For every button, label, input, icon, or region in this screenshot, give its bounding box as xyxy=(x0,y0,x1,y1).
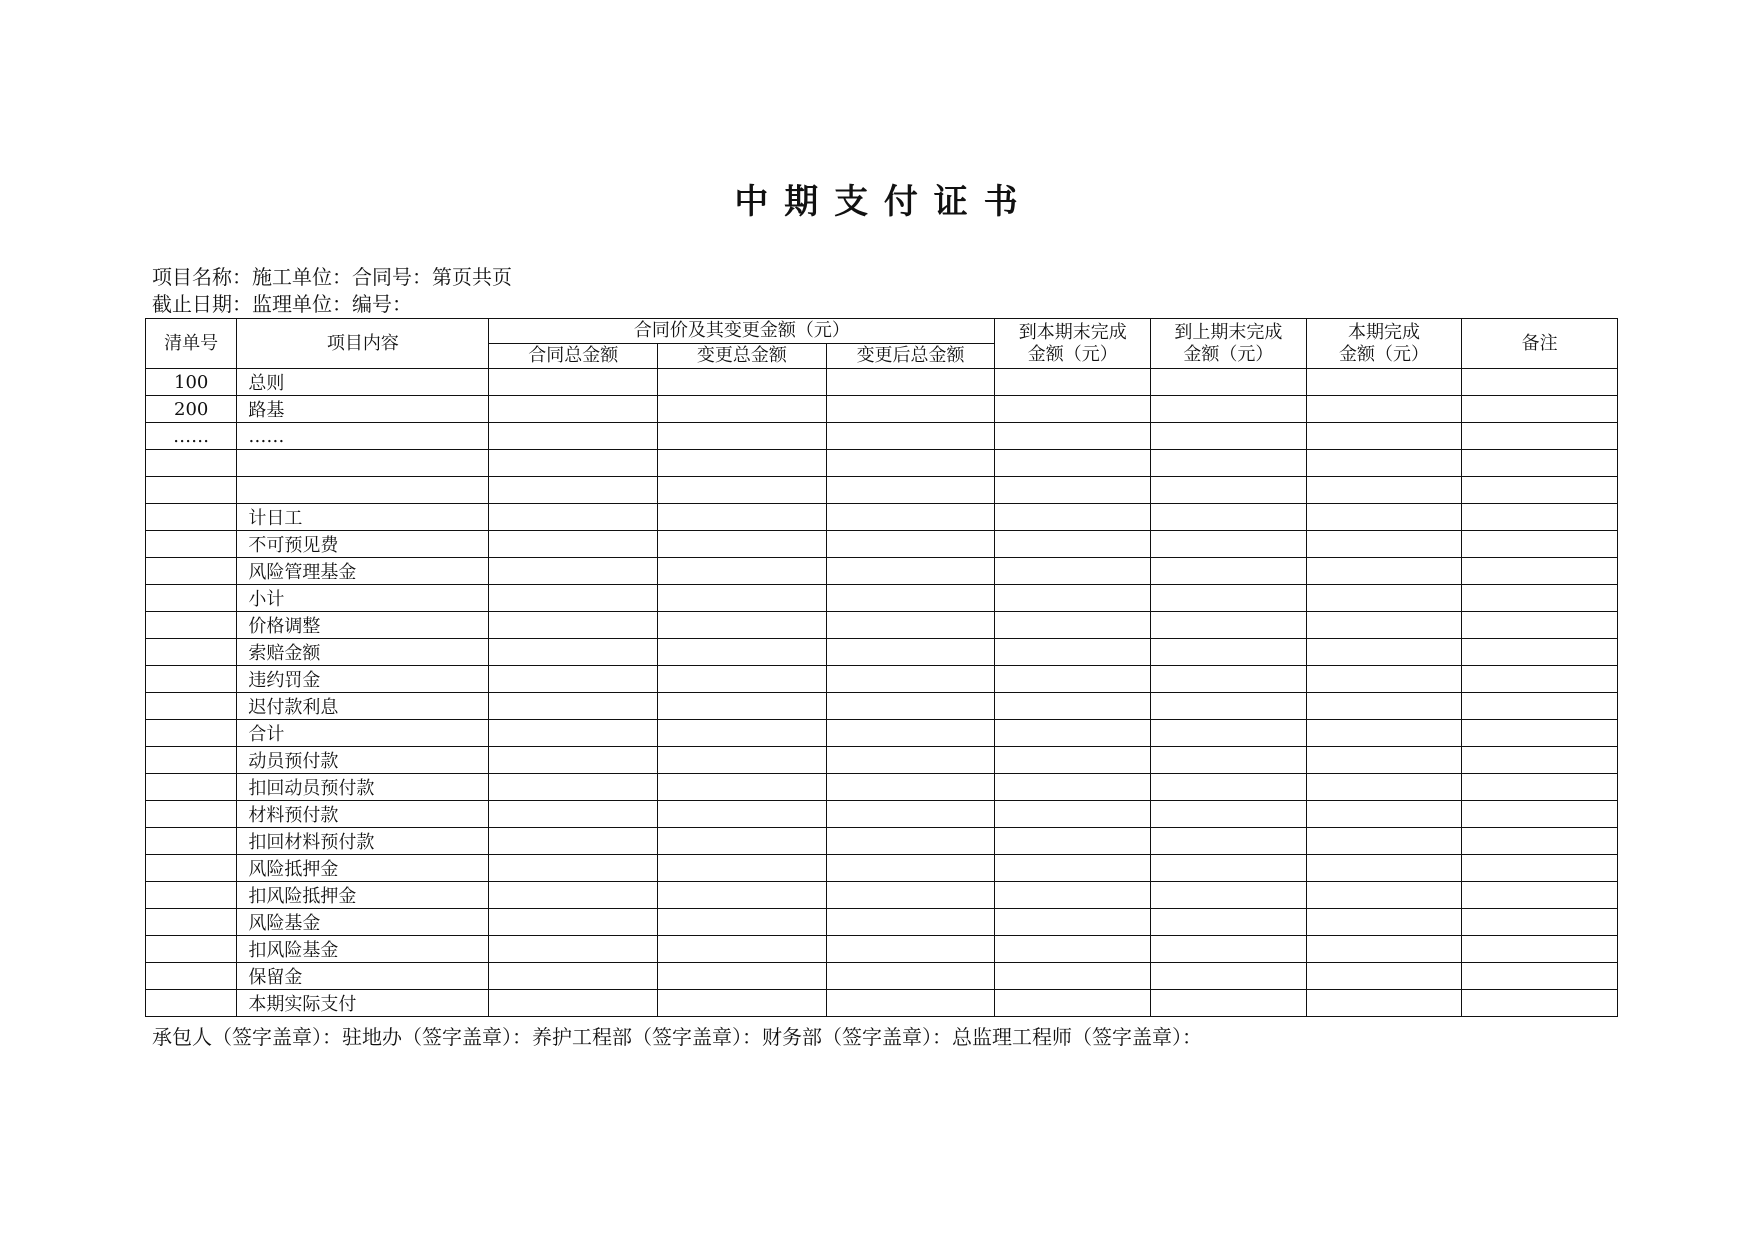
header-this-period-line1: 本期完成 xyxy=(1347,321,1420,343)
cell-to-last-period xyxy=(1151,963,1307,990)
cell-remarks xyxy=(1462,450,1618,477)
cell-contract-total xyxy=(489,450,658,477)
cell-to-last-period xyxy=(1151,990,1307,1017)
cell-contract-total xyxy=(489,828,658,855)
cell-change-total xyxy=(658,450,827,477)
cell-code xyxy=(146,666,237,693)
cell-remarks xyxy=(1462,531,1618,558)
cell-after-change-total xyxy=(826,612,995,639)
cell-contract-total xyxy=(489,693,658,720)
cell-item: …… xyxy=(237,423,489,450)
cell-to-last-period xyxy=(1151,774,1307,801)
cell-change-total xyxy=(658,666,827,693)
cell-to-this-period xyxy=(995,747,1151,774)
cell-contract-total xyxy=(489,747,658,774)
cell-code xyxy=(146,801,237,828)
cell-change-total xyxy=(658,504,827,531)
cell-to-last-period xyxy=(1151,585,1307,612)
cell-to-this-period xyxy=(995,882,1151,909)
cell-this-period xyxy=(1306,720,1462,747)
cell-remarks xyxy=(1462,882,1618,909)
cell-to-this-period xyxy=(995,369,1151,396)
cell-this-period xyxy=(1306,828,1462,855)
cell-item: 索赔金额 xyxy=(237,639,489,666)
cell-change-total xyxy=(658,531,827,558)
cell-item: 风险抵押金 xyxy=(237,855,489,882)
cell-contract-total xyxy=(489,477,658,504)
cell-remarks xyxy=(1462,801,1618,828)
cell-remarks xyxy=(1462,666,1618,693)
cell-contract-total xyxy=(489,909,658,936)
cell-to-this-period xyxy=(995,612,1151,639)
cell-to-last-period xyxy=(1151,612,1307,639)
cell-this-period xyxy=(1306,666,1462,693)
table-row xyxy=(146,612,1618,639)
table-row xyxy=(146,531,1618,558)
cell-after-change-total xyxy=(826,558,995,585)
table-row xyxy=(146,369,1618,396)
cell-this-period xyxy=(1306,774,1462,801)
cell-contract-total xyxy=(489,990,658,1017)
cell-to-last-period xyxy=(1151,450,1307,477)
cell-to-last-period xyxy=(1151,423,1307,450)
cell-to-last-period xyxy=(1151,882,1307,909)
cell-remarks xyxy=(1462,369,1618,396)
cell-this-period xyxy=(1306,639,1462,666)
signature-line: 承包人（签字盖章）：驻地办（签字盖章）：养护工程部（签字盖章）：财务部（签字盖章）：总监理工程师（签字盖章）： xyxy=(152,1025,1202,1049)
cell-code xyxy=(146,936,237,963)
cell-remarks xyxy=(1462,477,1618,504)
cell-remarks xyxy=(1462,720,1618,747)
cell-contract-total xyxy=(489,558,658,585)
cell-code: …… xyxy=(146,423,237,450)
cell-after-change-total xyxy=(826,450,995,477)
cell-change-total xyxy=(658,855,827,882)
cell-contract-total xyxy=(489,369,658,396)
cell-item: 扣回材料预付款 xyxy=(237,828,489,855)
cell-change-total xyxy=(658,396,827,423)
cell-code xyxy=(146,990,237,1017)
cell-remarks xyxy=(1462,693,1618,720)
cell-code xyxy=(146,612,237,639)
table-row xyxy=(146,504,1618,531)
cell-remarks xyxy=(1462,774,1618,801)
cell-change-total xyxy=(658,801,827,828)
cell-contract-total xyxy=(489,396,658,423)
cell-this-period xyxy=(1306,531,1462,558)
cell-change-total xyxy=(658,477,827,504)
cell-contract-total xyxy=(489,774,658,801)
table-row xyxy=(146,666,1618,693)
cell-remarks xyxy=(1462,990,1618,1017)
table-row xyxy=(146,909,1618,936)
cell-change-total xyxy=(658,423,827,450)
cell-remarks xyxy=(1462,585,1618,612)
cell-contract-total xyxy=(489,504,658,531)
cell-to-last-period xyxy=(1151,909,1307,936)
cell-to-last-period xyxy=(1151,936,1307,963)
cell-to-this-period xyxy=(995,855,1151,882)
table-row xyxy=(146,558,1618,585)
cell-item: 价格调整 xyxy=(237,612,489,639)
cell-after-change-total xyxy=(826,801,995,828)
cell-to-this-period xyxy=(995,531,1151,558)
cell-this-period xyxy=(1306,801,1462,828)
cell-after-change-total xyxy=(826,639,995,666)
cell-contract-total xyxy=(489,720,658,747)
table-row xyxy=(146,963,1618,990)
header-code: 清单号 xyxy=(146,319,237,369)
cell-after-change-total xyxy=(826,423,995,450)
cell-after-change-total xyxy=(826,369,995,396)
cell-contract-total xyxy=(489,531,658,558)
cell-after-change-total xyxy=(826,720,995,747)
cell-item: 路基 xyxy=(237,396,489,423)
cell-change-total xyxy=(658,720,827,747)
cell-item: 保留金 xyxy=(237,963,489,990)
cell-contract-total xyxy=(489,612,658,639)
cell-code xyxy=(146,882,237,909)
cell-this-period xyxy=(1306,855,1462,882)
table-row xyxy=(146,450,1618,477)
cell-remarks xyxy=(1462,612,1618,639)
cell-to-last-period xyxy=(1151,531,1307,558)
cell-code xyxy=(146,720,237,747)
cell-contract-total xyxy=(489,855,658,882)
cell-item: 扣风险基金 xyxy=(237,936,489,963)
document-title: 中 期 支 付 证 书 xyxy=(734,182,1020,222)
table-row xyxy=(146,639,1618,666)
cell-after-change-total xyxy=(826,693,995,720)
cell-to-this-period xyxy=(995,990,1151,1017)
cell-to-last-period xyxy=(1151,666,1307,693)
cell-to-this-period xyxy=(995,585,1151,612)
cell-this-period xyxy=(1306,747,1462,774)
header-to-this-period-line1: 到本期末完成 xyxy=(1018,321,1127,343)
cell-code xyxy=(146,693,237,720)
cell-contract-total xyxy=(489,936,658,963)
cell-change-total xyxy=(658,558,827,585)
table-row xyxy=(146,396,1618,423)
cell-item: 扣回动员预付款 xyxy=(237,774,489,801)
cell-change-total xyxy=(658,990,827,1017)
cell-code xyxy=(146,747,237,774)
cell-remarks xyxy=(1462,396,1618,423)
cell-code xyxy=(146,828,237,855)
header-this-period-line2: 金额（元） xyxy=(1338,343,1429,365)
cell-to-last-period xyxy=(1151,693,1307,720)
cell-change-total xyxy=(658,585,827,612)
cell-to-this-period xyxy=(995,450,1151,477)
cell-this-period xyxy=(1306,936,1462,963)
cell-to-this-period xyxy=(995,936,1151,963)
header-contract-group: 合同价及其变更金额（元） xyxy=(489,319,995,344)
cell-code: 200 xyxy=(146,396,237,423)
table-row xyxy=(146,828,1618,855)
cell-remarks xyxy=(1462,504,1618,531)
cell-after-change-total xyxy=(826,396,995,423)
cell-to-last-period xyxy=(1151,855,1307,882)
cell-this-period xyxy=(1306,693,1462,720)
cell-code xyxy=(146,585,237,612)
header-remarks: 备注 xyxy=(1462,319,1618,369)
cell-code xyxy=(146,504,237,531)
table-row xyxy=(146,774,1618,801)
cell-to-last-period xyxy=(1151,720,1307,747)
cell-to-last-period xyxy=(1151,828,1307,855)
cell-item: 合计 xyxy=(237,720,489,747)
cell-to-this-period xyxy=(995,477,1151,504)
cell-this-period xyxy=(1306,423,1462,450)
header-to-last-period xyxy=(1151,319,1307,369)
cell-to-last-period xyxy=(1151,801,1307,828)
cell-change-total xyxy=(658,963,827,990)
table-body xyxy=(146,369,1618,1017)
cell-to-this-period xyxy=(995,828,1151,855)
cell-to-last-period xyxy=(1151,747,1307,774)
cell-this-period xyxy=(1306,504,1462,531)
cell-code: 100 xyxy=(146,369,237,396)
cell-to-this-period xyxy=(995,720,1151,747)
cell-remarks xyxy=(1462,423,1618,450)
cell-contract-total xyxy=(489,801,658,828)
cell-this-period xyxy=(1306,990,1462,1017)
cell-change-total xyxy=(658,612,827,639)
project-info-line: 项目名称：施工单位：合同号：第页共页 xyxy=(152,265,512,289)
cell-after-change-total xyxy=(826,828,995,855)
cell-remarks xyxy=(1462,747,1618,774)
cell-this-period xyxy=(1306,369,1462,396)
cell-to-this-period xyxy=(995,639,1151,666)
cell-change-total xyxy=(658,936,827,963)
cell-this-period xyxy=(1306,963,1462,990)
cell-item: 总则 xyxy=(237,369,489,396)
cell-change-total xyxy=(658,693,827,720)
header-to-last-period-line1: 到上期末完成 xyxy=(1174,321,1283,343)
cell-item xyxy=(237,450,489,477)
table-row xyxy=(146,720,1618,747)
cell-code xyxy=(146,450,237,477)
cell-item: 迟付款利息 xyxy=(237,693,489,720)
cell-after-change-total xyxy=(826,477,995,504)
cell-this-period xyxy=(1306,882,1462,909)
cell-remarks xyxy=(1462,909,1618,936)
cell-to-this-period xyxy=(995,558,1151,585)
cell-after-change-total xyxy=(826,531,995,558)
table-row xyxy=(146,477,1618,504)
cell-after-change-total xyxy=(826,666,995,693)
cell-after-change-total xyxy=(826,909,995,936)
cell-item: 本期实际支付 xyxy=(237,990,489,1017)
cell-item: 风险管理基金 xyxy=(237,558,489,585)
cell-remarks xyxy=(1462,828,1618,855)
cell-code xyxy=(146,963,237,990)
header-contract-total: 合同总金额 xyxy=(489,344,658,369)
header-this-period xyxy=(1306,319,1462,369)
cell-item: 小计 xyxy=(237,585,489,612)
cell-this-period xyxy=(1306,450,1462,477)
cell-change-total xyxy=(658,747,827,774)
cell-item: 动员预付款 xyxy=(237,747,489,774)
cell-after-change-total xyxy=(826,585,995,612)
cell-remarks xyxy=(1462,558,1618,585)
table-row xyxy=(146,855,1618,882)
cell-to-this-period xyxy=(995,909,1151,936)
cell-after-change-total xyxy=(826,990,995,1017)
cell-remarks xyxy=(1462,936,1618,963)
cell-code xyxy=(146,477,237,504)
cell-contract-total xyxy=(489,963,658,990)
payment-table xyxy=(145,318,1618,1017)
cell-change-total xyxy=(658,882,827,909)
cell-to-this-period xyxy=(995,666,1151,693)
table-row xyxy=(146,585,1618,612)
cell-change-total xyxy=(658,828,827,855)
cell-remarks xyxy=(1462,639,1618,666)
cell-to-last-period xyxy=(1151,477,1307,504)
cell-to-last-period xyxy=(1151,639,1307,666)
cell-change-total xyxy=(658,774,827,801)
cell-item: 扣风险抵押金 xyxy=(237,882,489,909)
cell-code xyxy=(146,774,237,801)
cell-contract-total xyxy=(489,423,658,450)
cell-to-this-period xyxy=(995,504,1151,531)
header-content: 项目内容 xyxy=(237,319,489,369)
cell-this-period xyxy=(1306,558,1462,585)
cell-this-period xyxy=(1306,477,1462,504)
table-row xyxy=(146,936,1618,963)
cell-item xyxy=(237,477,489,504)
header-change-total: 变更总金额 xyxy=(658,344,827,369)
cell-contract-total xyxy=(489,666,658,693)
cell-after-change-total xyxy=(826,882,995,909)
header-to-last-period-line2: 金额（元） xyxy=(1183,343,1274,365)
cell-after-change-total xyxy=(826,504,995,531)
cell-code xyxy=(146,558,237,585)
table-row xyxy=(146,801,1618,828)
cell-this-period xyxy=(1306,585,1462,612)
cell-code xyxy=(146,531,237,558)
cell-item: 材料预付款 xyxy=(237,801,489,828)
cell-change-total xyxy=(658,909,827,936)
cell-contract-total xyxy=(489,585,658,612)
date-info-line: 截止日期：监理单位：编号： xyxy=(152,292,412,316)
table-row xyxy=(146,990,1618,1017)
cell-contract-total xyxy=(489,882,658,909)
cell-after-change-total xyxy=(826,963,995,990)
cell-after-change-total xyxy=(826,855,995,882)
cell-code xyxy=(146,909,237,936)
table-row xyxy=(146,747,1618,774)
table-row xyxy=(146,423,1618,450)
cell-change-total xyxy=(658,639,827,666)
header-after-change-total: 变更后总金额 xyxy=(826,344,995,369)
cell-after-change-total xyxy=(826,747,995,774)
cell-code xyxy=(146,855,237,882)
cell-item: 计日工 xyxy=(237,504,489,531)
table-row xyxy=(146,882,1618,909)
cell-to-this-period xyxy=(995,693,1151,720)
cell-this-period xyxy=(1306,396,1462,423)
cell-to-last-period xyxy=(1151,369,1307,396)
cell-change-total xyxy=(658,369,827,396)
cell-after-change-total xyxy=(826,774,995,801)
cell-item: 违约罚金 xyxy=(237,666,489,693)
cell-to-this-period xyxy=(995,774,1151,801)
table-row xyxy=(146,693,1618,720)
cell-to-this-period xyxy=(995,963,1151,990)
cell-to-last-period xyxy=(1151,396,1307,423)
cell-to-last-period xyxy=(1151,558,1307,585)
cell-code xyxy=(146,639,237,666)
cell-to-this-period xyxy=(995,423,1151,450)
cell-this-period xyxy=(1306,612,1462,639)
cell-to-this-period xyxy=(995,801,1151,828)
cell-item: 风险基金 xyxy=(237,909,489,936)
cell-to-last-period xyxy=(1151,504,1307,531)
cell-this-period xyxy=(1306,909,1462,936)
cell-item: 不可预见费 xyxy=(237,531,489,558)
cell-remarks xyxy=(1462,855,1618,882)
cell-to-this-period xyxy=(995,396,1151,423)
header-to-this-period-line2: 金额（元） xyxy=(1027,343,1118,365)
header-to-this-period xyxy=(995,319,1151,369)
cell-contract-total xyxy=(489,639,658,666)
cell-remarks xyxy=(1462,963,1618,990)
cell-after-change-total xyxy=(826,936,995,963)
